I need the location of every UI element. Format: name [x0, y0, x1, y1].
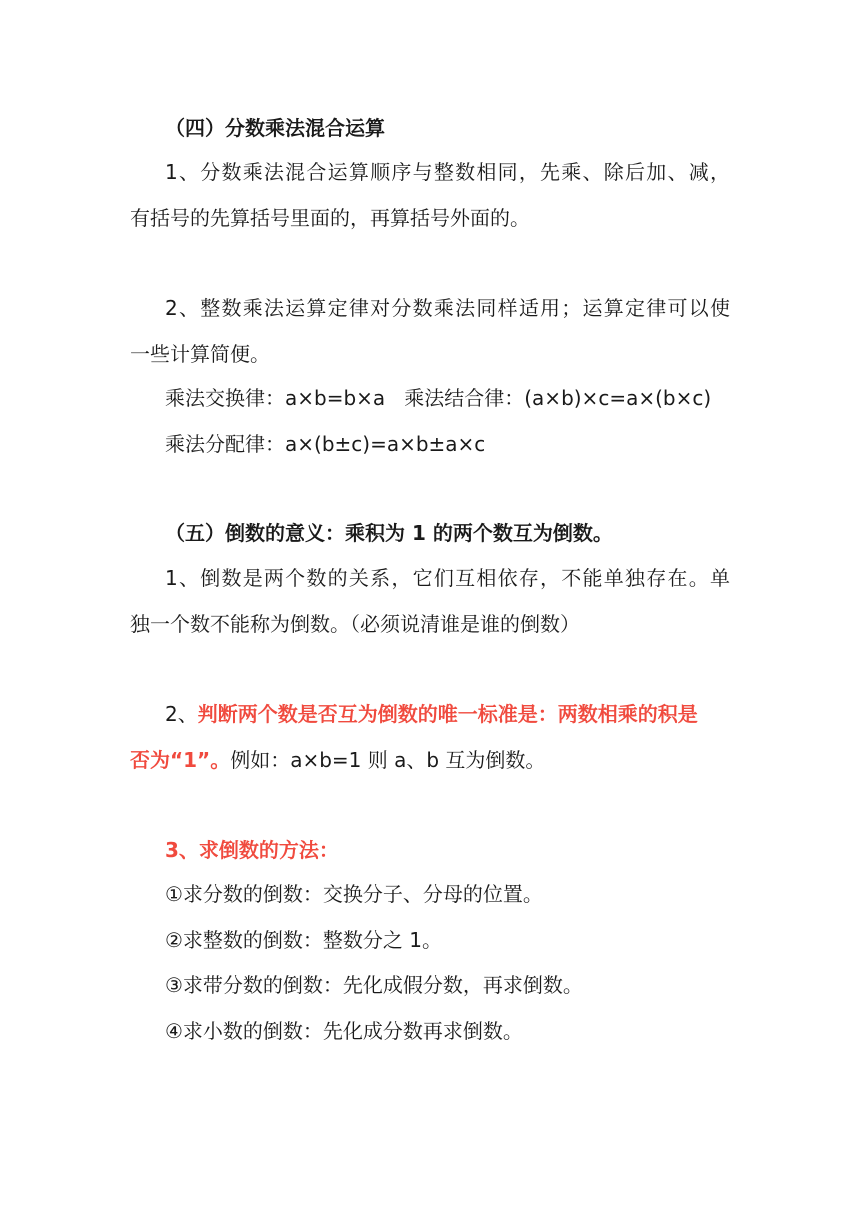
section-4-paragraph-1-line-1: 1、分数乘法混合运算顺序与整数相同，先乘、除后加、减，: [165, 160, 730, 184]
reciprocal-criterion-highlight: 判断两个数是否互为倒数的唯一标准是：两数相乘的积是: [197, 702, 698, 726]
section-5-paragraph-2-line-2: [130, 748, 545, 772]
section-4-paragraph-1-line-2: 有括号的先算括号里面的，再算括号外面的。: [130, 206, 530, 230]
section-4-paragraph-2-line-2: 一些计算简便。: [130, 342, 270, 366]
method-item: ②求整数的倒数：整数分之 1。: [165, 928, 443, 952]
reciprocal-criterion-highlight-end: 否为“1”。: [130, 748, 231, 772]
section-5-heading: （五）倒数的意义：乘积为 1 的两个数互为倒数。: [165, 521, 613, 545]
multiplication-laws-line-2: 乘法分配律：a×(b±c)=a×b±a×c: [165, 432, 486, 456]
paragraph-2-prefix: 2、: [165, 702, 198, 726]
reciprocal-methods-heading: 3、求倒数的方法：: [165, 838, 339, 862]
section-4-paragraph-2-line-1: 2、整数乘法运算定律对分数乘法同样适用；运算定律可以使: [165, 296, 730, 320]
section-5-paragraph-1-line-1: 1、倒数是两个数的关系，它们互相依存，不能单独存在。单: [165, 566, 730, 590]
section-5-paragraph-2-line-1: [165, 702, 698, 726]
reciprocal-example: 例如：a×b=1 则 a、b 互为倒数。: [230, 748, 546, 772]
section-4-heading: （四）分数乘法混合运算: [165, 116, 385, 140]
method-item: ④求小数的倒数：先化成分数再求倒数。: [165, 1019, 523, 1043]
method-item: ③求带分数的倒数：先化成假分数，再求倒数。: [165, 973, 583, 997]
section-5-paragraph-1-line-2: 独一个数不能称为倒数。（必须说清谁是谁的倒数）: [130, 612, 580, 636]
method-item: ①求分数的倒数：交换分子、分母的位置。: [165, 882, 543, 906]
multiplication-laws-line-1: 乘法交换律：a×b=b×a 乘法结合律：(a×b)×c=a×(b×c): [165, 386, 712, 410]
